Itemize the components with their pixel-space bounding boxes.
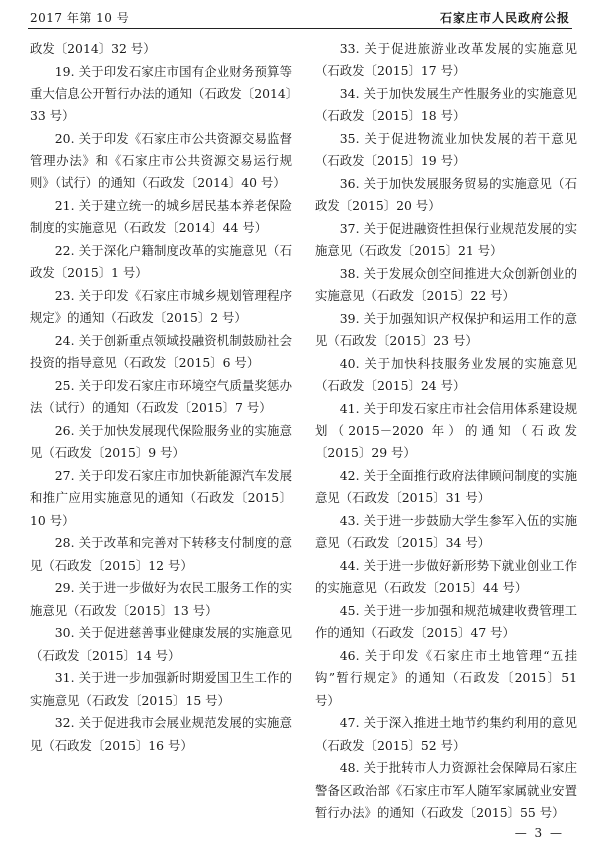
list-item: 32. 关于促进我市会展业规范发展的实施意见（石政发〔2015〕16 号）: [30, 715, 292, 753]
list-item: 33. 关于促进旅游业改革发展的实施意见（石政发〔2015〕17 号）: [315, 41, 577, 79]
list-item: 37. 关于促进融资性担保行业规范发展的实施意见（石政发〔2015〕21 号）: [315, 221, 577, 259]
list-item: 26. 关于加快发展现代保险服务业的实施意见（石政发〔2015〕9 号）: [30, 423, 292, 461]
list-item: 21. 关于建立统一的城乡居民基本养老保险制度的实施意见（石政发〔2014〕44 号）: [30, 198, 292, 236]
list-item: 46. 关于印发《石家庄市土地管理“五挂钩”暂行规定》的通知（石政发〔2015〕51 号）: [315, 648, 577, 708]
list-item: 38. 关于发展众创空间推进大众创新创业的实施意见（石政发〔2015〕22 号）: [315, 266, 577, 304]
page-number: — 3 —: [514, 826, 564, 840]
publication-title: 石家庄市人民政府公报: [439, 11, 570, 25]
list-item: 27. 关于印发石家庄市加快新能源汽车发展和推广应用实施意见的通知（石政发〔2015〕10 号）: [30, 468, 292, 528]
list-item: 22. 关于深化户籍制度改革的实施意见（石政发〔2015〕1 号）: [30, 243, 292, 281]
list-item: 29. 关于进一步做好为农民工服务工作的实施意见（石政发〔2015〕13 号）: [30, 580, 292, 618]
list-item: 42. 关于全面推行政府法律顾问制度的实施意见（石政发〔2015〕31 号）: [315, 468, 577, 506]
list-item: 45. 关于进一步加强和规范城建收费管理工作的通知（石政发〔2015〕47 号）: [315, 603, 577, 641]
list-item: 44. 关于进一步做好新形势下就业创业工作的实施意见（石政发〔2015〕44 号）: [315, 558, 577, 596]
list-item: 23. 关于印发《石家庄市城乡规划管理程序规定》的通知（石政发〔2015〕2 号）: [30, 288, 292, 326]
list-item: 政发〔2014〕32 号）: [30, 41, 156, 56]
list-item: 31. 关于进一步加强新时期爱国卫生工作的实施意见（石政发〔2015〕15 号）: [30, 670, 292, 708]
left-column: [30, 38, 292, 757]
list-item: 34. 关于加快发展生产性服务业的实施意见（石政发〔2015〕18 号）: [315, 86, 577, 124]
page-header: [28, 6, 572, 29]
list-item: 24. 关于创新重点领域投融资机制鼓励社会投资的指导意见（石政发〔2015〕6 号）: [30, 333, 292, 371]
right-column: [315, 38, 577, 825]
list-item: 48. 关于批转市人力资源社会保障局石家庄警备区政治部《石家庄市军人随军家属就业安置暂行办法》的通知（石政发〔2015〕55 号）: [315, 760, 577, 820]
issue-label: 2017 年第 10 号: [30, 11, 130, 25]
list-item: 19. 关于印发石家庄市国有企业财务预算等重大信息公开暂行办法的通知（石政发〔2014〕33 号）: [30, 63, 292, 124]
list-item: 43. 关于进一步鼓励大学生参军入伍的实施意见（石政发〔2015〕34 号）: [315, 513, 577, 551]
list-item: 35. 关于促进物流业加快发展的若干意见（石政发〔2015〕19 号）: [315, 131, 577, 169]
list-item: 36. 关于加快发展服务贸易的实施意见（石政发〔2015〕20 号）: [315, 176, 577, 214]
list-item: 30. 关于促进慈善事业健康发展的实施意见（石政发〔2015〕14 号）: [30, 625, 292, 663]
list-item: 41. 关于印发石家庄市社会信用体系建设规划（2015－2020 年）的通知（石政发〔2015〕29 号）: [315, 401, 577, 461]
list-item: 25. 关于印发石家庄市环境空气质量奖惩办法（试行）的通知（石政发〔2015〕7 号）: [30, 378, 292, 416]
list-item: 28. 关于改革和完善对下转移支付制度的意见（石政发〔2015〕12 号）: [30, 535, 292, 573]
list-item: 47. 关于深入推进土地节约集约利用的意见（石政发〔2015〕52 号）: [315, 715, 577, 753]
list-item: 40. 关于加快科技服务业发展的实施意见（石政发〔2015〕24 号）: [315, 356, 577, 394]
list-item: 20. 关于印发《石家庄市公共资源交易监督管理办法》和《石家庄市公共资源交易运行规则》（试行）的通知（石政发〔2014〕40 号）: [30, 131, 292, 191]
list-item: 39. 关于加强知识产权保护和运用工作的意见（石政发〔2015〕23 号）: [315, 311, 577, 349]
